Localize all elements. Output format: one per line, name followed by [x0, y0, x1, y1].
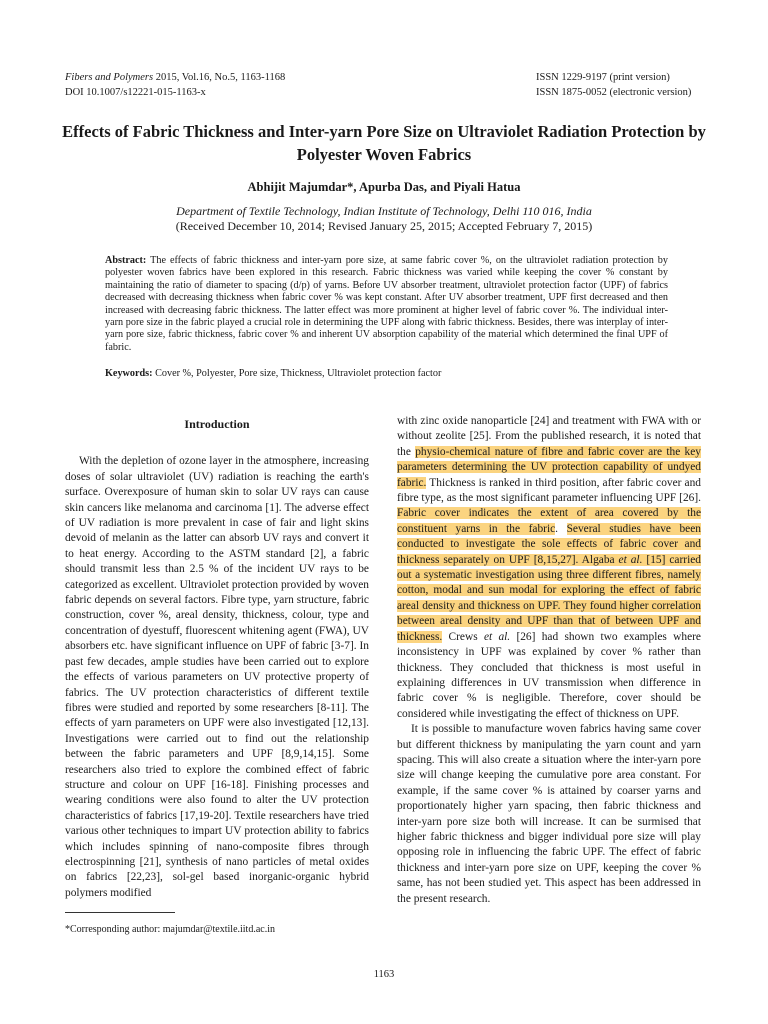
abstract-text: The effects of fabric thickness and inter-yarn pore size, at same fabric cover %, on the ultraviolet radiation protection by polyester woven fabrics have been explored in this research. Fabric thickness was varied while keeping the cover % constant by maintaining the ratio of diameter to spacing (d/p) of yarns. Before UV absorber treatment, ultraviolet protection factor (UPF) of fabrics decreased with decreasing thickness when fabric cover % was kept constant. After UV absorber treatment, UPF first decreased and then increased with decreasing fabric thickness. The latter effect was more prominent at higher level of fabric cover %. The individual inter-yarn pore size in the fabric played a crucial role in determining the UPF along with fabric thickness. Besides, there was interplay of inter-yarn pore size, fabric thickness, fabric cover % and inherent UV absorption capability of the material which determined the final UPF of fabric. — [105, 255, 668, 353]
page-number: 1163 — [373, 969, 395, 980]
text-run: with zinc oxide nanoparticle [24] and treatment with FWA with or without zeolite [25]. From the published research, it is noted that the — [397, 415, 701, 458]
highlight-2: Fabric cover indicates the extent of area covered by the constituent yarns in the fabric — [397, 507, 701, 535]
highlight-1: physio-chemical nature of fibre and fabric cover are the key parameters determining the UV protection capability of undyed fabric. — [397, 445, 701, 489]
issn-print: ISSN 1229-9197 (print version) — [536, 72, 670, 83]
paper-title: Effects of Fabric Thickness and Inter-yarn Pore Size on Ultraviolet Radiation Protection by Polyester Woven Fabrics — [62, 122, 706, 164]
journal-name: Fibers and Polymers — [65, 72, 154, 83]
affiliation-block — [40, 204, 728, 234]
affiliation: Department of Textile Technology, Indian Institute of Technology, Delhi 110 016, India — [176, 204, 592, 218]
et-al: et al. — [618, 553, 643, 566]
et-al: et al. — [483, 630, 511, 643]
keywords-label: Keywords: — [105, 368, 153, 379]
authors: Abhijit Majumdar*, Apurba Das, and Piyali Hatua — [247, 180, 521, 194]
text-run: . — [555, 522, 567, 535]
footnote: *Corresponding author: majumdar@textile.iitd.ac.in — [65, 924, 275, 935]
intro-paragraph-2 — [397, 414, 701, 722]
journal-citation: 2015, Vol.16, No.5, 1163-1168 — [153, 72, 286, 83]
keywords — [105, 368, 668, 379]
text-run: Thickness is ranked in third position, after fabric cover and fibre type, as the most significant parameter influencing UPF [26]. — [397, 476, 701, 505]
header-issn — [536, 70, 691, 100]
section-heading-introduction: Introduction — [184, 417, 250, 431]
text-run: [15] carried out a systematic investigation using three different fibres, namely cotton, modal and sun modal for exploring the effect of fabric areal density and thickness on UPF. They found higher correlation between areal density and UPF than that of between UPF and thickness. — [397, 553, 701, 643]
issn-electronic: ISSN 1875-0052 (electronic version) — [536, 87, 692, 98]
doi: DOI 10.1007/s12221-015-1163-x — [65, 87, 206, 98]
abstract — [105, 255, 668, 354]
text-run: [26] had shown two examples where inconsistency in UPF was explained by cover % rather than thickness. They concluded that thickness is most useful in explaining differences in UV transmission when difference in fabric cover % is negligible. Therefore, cover should be considered while investigating the effect of thickness on UPF. — [397, 630, 701, 720]
intro-paragraph-1: With the depletion of ozone layer in the atmosphere, increasing doses of solar ultraviolet (UV) radiation is reaching the earth's surface. Overexposure of human skin to solar UV rays can cause skin cancers like melanoma and carcinoma [1]. The adverse effect of UV radiation is more prevalent in case of fair and light skins devoid of melanin as the latter can absorb UV rays and convert it to heat energy. According to the ASTM standard [2], a fabric should transmit less than 2.5 % of the incident UV rays to be categorized as excellent. Ultraviolet protection provided by woven fabric depends on several factors. Fibre type, yarn structure, fabric construction, cover %, areal density, thickness, colour, type and concentration of dyestuff, fluorescent whitening agent (FWA), UV absorbers etc. have significant influence on UPF of fabric [3-7]. In past few decades, ample studies have been carried out to explore the effects of various parameters on UV protective property of fabrics. The UV protection characteristics of different textile fibres were studied and reported by some researchers [8-11]. The effects of yarn parameters on UPF were also investigated [12,13]. Investigations were carried out to find out the relationship between the fabric parameters and UPF [8,9,14,15]. Some researchers also tried to explore the combined effect of fabric structure and colour on UPF [16-18]. Finishing processes and wearing conditions were also found to alter the UV protection characteristics of fabrics [17,19-20]. Textile researchers have tried various other techniques to impart UV protection ability to fabrics which includes spinning of nano-composite fibres through electrospinning [21], synthesis of nano particles of metal oxides on fabrics [22,23], sol-gel based inorganic-organic hybrid polymers modified — [65, 455, 369, 899]
abstract-label: Abstract: — [105, 255, 147, 266]
left-column — [65, 415, 369, 901]
received-dates: (Received December 10, 2014; Revised January 25, 2015; Accepted February 7, 2015) — [175, 219, 593, 233]
header-citation — [65, 70, 285, 100]
text-run: Several studies have been conducted to investigate the sole effects of fabric cover and thickness separately on UPF [8,15,27]. Algaba — [397, 522, 701, 566]
footnote-rule — [65, 912, 175, 913]
highlight-3 — [397, 523, 701, 643]
keywords-text: Cover %, Polyester, Pore size, Thickness, Ultraviolet protection factor — [152, 368, 442, 379]
right-column — [397, 414, 701, 907]
text-run: Crews — [442, 630, 484, 643]
intro-paragraph-3: It is possible to manufacture woven fabrics having same cover but different thickness by manipulating the yarn count and yarn spacing. This will also create a situation where the inter-yarn pore size will change keeping the cumulative pore area constant. For example, if the same cover % is attained by coarser yarns and proportionately higher yarn spacing, then fabric thickness and inter-yarn pore size both will increase. It can be surmised that higher fabric thickness and bigger individual pore size will play opposing role in influencing the fabric UPF. The effect of fabric thickness and inter-yarn pore size on UPF, keeping the cover % same, has not been studied yet. This aspect has been addressed in the present research. — [397, 723, 701, 905]
